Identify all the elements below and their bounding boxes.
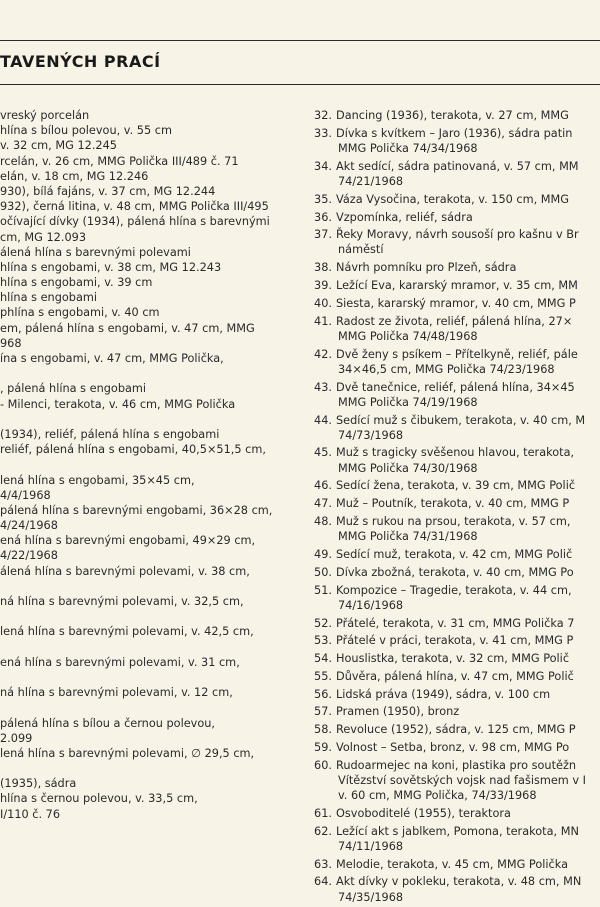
entry-text: Lidská práva (1949), sádra, v. 100 cm	[336, 687, 551, 701]
left-text-line: 968	[0, 336, 22, 350]
entry-line	[304, 141, 600, 156]
entry-text: Kompozice – Tragedie, terakota, v. 44 cm,	[336, 583, 572, 597]
catalog-entry	[304, 108, 600, 123]
entry-line	[304, 529, 600, 544]
left-text-line: em, pálená hlína s engobami, v. 47 cm, MMG	[0, 321, 255, 335]
entry-number: 32.	[314, 109, 332, 122]
entry-text: Důvěra, pálená hlína, v. 47 cm, MMG Polič	[336, 669, 574, 683]
entry-line	[304, 616, 600, 631]
entry-line	[304, 478, 600, 493]
catalog-entry	[304, 278, 600, 293]
entry-line	[304, 347, 600, 362]
catalog-entry	[304, 740, 600, 755]
entry-text: Řeky Moravy, návrh sousoší pro kašnu v Br	[336, 228, 579, 242]
entry-text: Sedící muž, terakota, v. 42 cm, MMG Polič	[336, 547, 573, 561]
entry-text: MMG Polička 74/34/1968	[338, 141, 478, 155]
left-text-line: hlína s engobami	[0, 291, 98, 305]
entry-text: náměstí	[338, 243, 384, 257]
entry-text: Houslistka, terakota, v. 32 cm, MMG Polič	[336, 652, 570, 666]
entry-number: 56.	[314, 687, 332, 701]
entry-text: Rudoarmejec na koni, plastika pro soutěžn	[336, 758, 577, 772]
left-text-line: I/110 č. 76	[0, 807, 61, 821]
entry-text: Volnost – Setba, bronz, v. 98 cm, MMG Po	[336, 740, 570, 754]
entry-line	[304, 108, 600, 123]
entry-line	[304, 857, 600, 872]
entry-number: 59.	[314, 740, 332, 754]
entry-text: Ležící Eva, kararský mramor, v. 35 cm, MM	[336, 279, 578, 293]
entry-text: Dvě tanečnice, reliéf, pálená hlína, 34×45	[336, 380, 575, 394]
entry-number: 51.	[314, 583, 332, 597]
entry-text: MMG Polička 74/30/1968	[338, 461, 478, 475]
entry-number: 41.	[314, 314, 332, 328]
catalog-entry	[304, 722, 600, 737]
catalog-entry	[304, 159, 600, 189]
entry-line	[304, 296, 600, 311]
entry-line	[304, 773, 600, 788]
entry-number: 40.	[314, 296, 332, 310]
entry-line	[304, 890, 600, 905]
entry-number: 43.	[314, 380, 332, 394]
entry-line	[304, 260, 600, 275]
catalog-entry	[304, 227, 600, 257]
left-text-line: ená hlína s barevnými polevami, v. 31 cm,	[0, 655, 240, 669]
entry-number: 53.	[314, 634, 332, 648]
entry-number: 60.	[314, 758, 332, 772]
catalog-entry	[304, 260, 600, 275]
entry-number: 37.	[314, 228, 332, 242]
left-text-line: 4/22/1968	[0, 549, 58, 563]
entry-number: 50.	[314, 565, 332, 579]
entry-line	[304, 445, 600, 460]
catalog-entry	[304, 314, 600, 344]
entry-number: 62.	[314, 824, 332, 838]
left-text-line: ná hlína s barevnými polevami, v. 12 cm,	[0, 686, 233, 700]
left-text-line	[0, 609, 292, 624]
entry-text: 74/16/1968	[338, 598, 404, 612]
left-text-line: 4/4/1968	[0, 488, 51, 502]
catalog-entry	[304, 413, 600, 443]
top-rule	[0, 40, 600, 41]
entry-line	[304, 461, 600, 476]
left-text-line: hlína s engobami, v. 38 cm, MG 12.243	[0, 260, 222, 274]
entry-line	[304, 633, 600, 648]
entry-text: 34×46,5 cm, MMG Polička 74/23/1968	[338, 362, 555, 376]
left-text-line: - Milenci, terakota, v. 46 cm, MMG Polička	[0, 397, 236, 411]
entry-line	[304, 758, 600, 773]
left-text-line: 932), černá litina, v. 48 cm, MMG Polička III/495	[0, 200, 269, 214]
entry-line	[304, 565, 600, 580]
entry-line	[304, 788, 600, 803]
entry-line	[304, 174, 600, 189]
entry-text: Sedící muž s čibukem, terakota, v. 40 cm, M	[336, 413, 586, 427]
entry-text: Akt dívky v pokleku, terakota, v. 48 cm, MN	[336, 875, 582, 889]
entry-line	[304, 514, 600, 529]
entry-number: 34.	[314, 159, 332, 173]
entry-line	[304, 159, 600, 174]
left-text-line: pálená hlína s barevnými engobami, 36×28 cm,	[0, 503, 273, 517]
left-text-line	[0, 761, 292, 776]
entry-number: 38.	[314, 261, 332, 275]
entry-line	[304, 496, 600, 511]
entry-text: Muž s rukou na prsou, terakota, v. 57 cm,	[336, 515, 571, 528]
right-column	[304, 108, 600, 907]
entry-text: 74/35/1968	[338, 890, 404, 904]
catalog-entry	[304, 857, 600, 872]
entry-number: 48.	[314, 515, 332, 528]
catalog-entry	[304, 296, 600, 311]
left-text-line: álená hlína s barevnými polevami, v. 38 cm,	[0, 564, 250, 578]
entry-line	[304, 651, 600, 666]
entry-number: 39.	[314, 279, 332, 293]
entry-text: MMG Polička 74/31/1968	[338, 530, 478, 544]
left-text-line	[0, 700, 292, 715]
entry-text: Ležící akt s jablkem, Pomona, terakota, MN	[336, 824, 579, 838]
entry-number: 47.	[314, 497, 332, 511]
entry-line	[304, 278, 600, 293]
catalog-entry	[304, 874, 600, 904]
entry-text: Muž s tragicky svěšenou hlavou, terakota,	[336, 446, 575, 460]
catalog-entry	[304, 547, 600, 562]
entry-text: Vítězství sovětských vojsk nad fašismem v I	[338, 773, 587, 787]
left-text-line: 4/24/1968	[0, 519, 58, 533]
left-column	[0, 108, 292, 822]
entry-line	[304, 839, 600, 854]
catalog-entry	[304, 380, 600, 410]
catalog-entry	[304, 687, 600, 702]
catalog-entry	[304, 824, 600, 854]
catalog-entry	[304, 478, 600, 493]
entry-line	[304, 329, 600, 344]
entry-line	[304, 547, 600, 562]
catalog-entry	[304, 126, 600, 156]
left-text-line: elán, v. 18 cm, MG 12.246	[0, 169, 149, 183]
entry-text: Akt sedící, sádra patinovaná, v. 57 cm, MM	[336, 159, 579, 173]
catalog-entry	[304, 669, 600, 684]
entry-text: Přátelé v práci, terakota, v. 41 cm, MMG P	[336, 634, 574, 648]
entry-line	[304, 824, 600, 839]
left-text-line: (1935), sádra	[0, 777, 77, 791]
entry-line	[304, 314, 600, 329]
left-text-line: hlína s bílou polevou, v. 55 cm	[0, 124, 172, 138]
entry-text: Radost ze života, reliéf, pálená hlína, 27×	[336, 314, 573, 328]
left-text-line: 2.099	[0, 731, 33, 745]
entry-number: 61.	[314, 806, 332, 820]
entry-line	[304, 227, 600, 242]
entry-number: 49.	[314, 547, 332, 561]
entry-line	[304, 583, 600, 598]
catalog-entry	[304, 192, 600, 207]
left-text-line: lená hlína s barevnými polevami, v. 42,5 cm,	[0, 625, 254, 639]
entry-number: 58.	[314, 723, 332, 737]
left-text-line: rcelán, v. 26 cm, MMG Polička III/489 č. 71	[0, 154, 239, 168]
entry-number: 36.	[314, 210, 332, 224]
entry-line	[304, 806, 600, 821]
entry-text: Osvoboditelé (1955), teraktora	[336, 806, 511, 820]
left-text-line: lená hlína s engobami, 35×45 cm,	[0, 473, 195, 487]
entry-number: 63.	[314, 857, 332, 871]
entry-text: Muž – Poutník, terakota, v. 40 cm, MMG P	[336, 497, 570, 511]
entry-text: Dívka zbožná, terakota, v. 40 cm, MMG Po	[336, 565, 574, 579]
left-text-line: pálená hlína s bílou a černou polevou,	[0, 716, 216, 730]
entry-text: Přátelé, terakota, v. 31 cm, MMG Polička 7	[336, 616, 575, 630]
left-text-line	[0, 366, 292, 381]
catalog-entry	[304, 616, 600, 631]
entry-number: 42.	[314, 347, 332, 361]
entry-line	[304, 704, 600, 719]
catalog-entry	[304, 565, 600, 580]
entry-text: Dívka s kvítkem – Jaro (1936), sádra patin	[336, 126, 573, 140]
entry-text: Dvě ženy s psíkem – Přítelkyně, reliéf, pále	[336, 347, 578, 361]
entry-number: 52.	[314, 616, 332, 630]
entry-line	[304, 598, 600, 613]
entry-text: Melodie, terakota, v. 45 cm, MMG Polička	[336, 857, 568, 871]
entry-text: Dancing (1936), terakota, v. 27 cm, MMG	[336, 109, 569, 122]
entry-number: 55.	[314, 669, 332, 683]
left-text-line: álená hlína s barevnými polevami	[0, 245, 191, 259]
entry-text: Siesta, kararský mramor, v. 40 cm, MMG P	[336, 296, 576, 310]
entry-number: 57.	[314, 705, 332, 719]
left-text-line: (1934), reliéf, pálená hlína s engobami	[0, 427, 220, 441]
entry-text: Revoluce (1952), sádra, v. 125 cm, MMG P	[336, 723, 576, 737]
catalog-entry	[304, 210, 600, 225]
catalog-entry	[304, 347, 600, 377]
entry-text: 74/73/1968	[338, 428, 404, 442]
entry-line	[304, 413, 600, 428]
entry-number: 35.	[314, 192, 332, 206]
entry-text: MMG Polička 74/48/1968	[338, 329, 478, 343]
entry-number: 33.	[314, 126, 332, 140]
left-text-line: hlína s engobami, v. 39 cm	[0, 276, 153, 290]
entry-line	[304, 395, 600, 410]
entry-text: Váza Vysočina, terakota, v. 150 cm, MMG	[336, 192, 570, 206]
left-text-line: , pálená hlína s engobami	[0, 382, 147, 396]
entry-line	[304, 874, 600, 889]
left-text-line	[0, 579, 292, 594]
left-text-line: 930), bílá fajáns, v. 37 cm, MG 12.244	[0, 184, 216, 198]
entry-text: Pramen (1950), bronz	[336, 705, 460, 719]
left-text-line: ná hlína s barevnými polevami, v. 32,5 cm,	[0, 595, 244, 608]
entry-line	[304, 380, 600, 395]
left-text-line: lená hlína s barevnými polevami, ∅ 29,5 cm,	[0, 746, 255, 760]
entry-line	[304, 687, 600, 702]
entry-text: Vzpomínka, reliéf, sádra	[336, 210, 473, 224]
catalog-entry	[304, 633, 600, 648]
entry-number: 64.	[314, 875, 332, 889]
entry-text: MMG Polička 74/19/1968	[338, 395, 478, 409]
catalog-entry	[304, 583, 600, 613]
entry-text: v. 60 cm, MMG Polička, 74/33/1968	[338, 789, 537, 803]
catalog-entry	[304, 758, 600, 804]
catalog-entry	[304, 514, 600, 544]
catalog-entry	[304, 445, 600, 475]
left-text-line: ená hlína s barevnými engobami, 49×29 cm,	[0, 534, 256, 548]
left-text-line: vreský porcelán	[0, 109, 90, 122]
entry-text: 74/11/1968	[338, 839, 404, 853]
entry-line	[304, 210, 600, 225]
entry-text: Návrh pomníku pro Plzeň, sádra	[336, 261, 517, 275]
entry-line	[304, 722, 600, 737]
entry-number: 54.	[314, 652, 332, 666]
entry-number: 46.	[314, 479, 332, 493]
entry-line	[304, 740, 600, 755]
title-rule	[0, 84, 600, 85]
entry-line	[304, 242, 600, 257]
left-text-line	[0, 457, 292, 472]
catalog-entry	[304, 704, 600, 719]
entry-number: 44.	[314, 413, 332, 427]
catalog-entry	[304, 651, 600, 666]
catalog-entry	[304, 806, 600, 821]
left-text-line	[0, 412, 292, 427]
section-title: TAVENÝCH PRACÍ	[0, 52, 161, 71]
left-text-line: phlína s engobami, v. 40 cm	[0, 306, 160, 320]
left-text-line: v. 32 cm, MG 12.245	[0, 139, 117, 153]
left-text-line	[0, 670, 292, 685]
entry-line	[304, 126, 600, 141]
catalog-entry	[304, 496, 600, 511]
entry-line	[304, 192, 600, 207]
entry-text: Sedící žena, terakota, v. 39 cm, MMG Polič	[336, 479, 576, 493]
left-text-line: očívající dívky (1934), pálená hlína s barevnými	[0, 215, 270, 229]
entry-line	[304, 362, 600, 377]
entry-line	[304, 669, 600, 684]
entry-text: 74/21/1968	[338, 174, 404, 188]
entry-number: 45.	[314, 446, 332, 460]
left-text-line: hlína s černou polevou, v. 33,5 cm,	[0, 792, 198, 806]
left-text-line: ína s engobami, v. 47 cm, MMG Polička,	[0, 352, 224, 365]
entry-line	[304, 428, 600, 443]
left-text-line: cm, MG 12.093	[0, 230, 87, 244]
left-text-line	[0, 640, 292, 655]
left-text-line: reliéf, pálená hlína s engobami, 40,5×51,5 cm,	[0, 443, 266, 457]
